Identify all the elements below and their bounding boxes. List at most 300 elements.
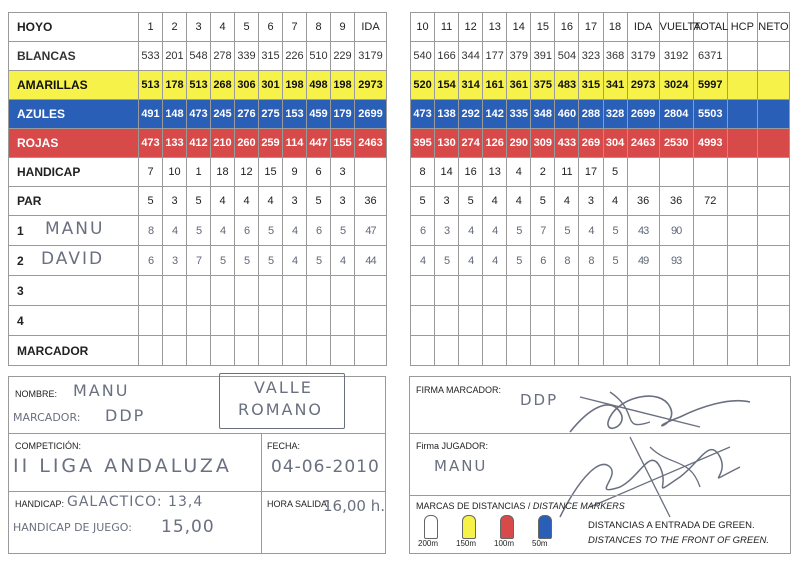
handicap-cell: 7 <box>139 158 163 187</box>
distance-cell: 133 <box>163 129 187 158</box>
score-cell[interactable]: 4 <box>283 246 307 276</box>
score-cell[interactable] <box>163 306 187 336</box>
signature-divider <box>410 495 790 496</box>
distance-cell: 339 <box>235 42 259 71</box>
marcador-row <box>9 336 387 366</box>
distance-cell: 130 <box>435 129 459 158</box>
distance-cell: 290 <box>507 129 531 158</box>
vuelta-header: VUELTA <box>659 13 693 42</box>
hcp-cell <box>727 158 757 187</box>
par-cell: 4 <box>555 187 579 216</box>
score-cell[interactable]: 3 <box>435 216 459 246</box>
score-cell[interactable] <box>163 276 187 306</box>
distance-total: 3179 <box>627 42 659 71</box>
info-divider <box>9 433 385 434</box>
handicap-cell <box>355 158 387 187</box>
marcador-value[interactable]: DDP <box>105 406 146 425</box>
score-cell[interactable] <box>139 306 163 336</box>
score-cell[interactable] <box>283 276 307 306</box>
distance-total: 4993 <box>693 129 727 158</box>
player-row <box>411 276 790 306</box>
score-cell[interactable]: 7 <box>531 216 555 246</box>
distance-total: 2804 <box>659 100 693 129</box>
distance-note-en: DISTANCES TO THE FRONT OF GREEN. <box>588 535 770 546</box>
marcas-label <box>416 501 625 511</box>
handicap-cell: 1 <box>187 158 211 187</box>
score-cell[interactable] <box>283 336 307 366</box>
blancas-row <box>9 42 387 71</box>
firma-jugador-label: Firma JUGADOR: <box>416 441 488 451</box>
par-cell: 4 <box>603 187 627 216</box>
distance-cell: 155 <box>331 129 355 158</box>
hole-number: 5 <box>235 13 259 42</box>
score-cell[interactable] <box>507 336 531 366</box>
distance-cell: 412 <box>187 129 211 158</box>
distance-cell: 201 <box>163 42 187 71</box>
rojas-row <box>9 129 387 158</box>
fecha-value[interactable]: 04-06-2010 <box>271 457 380 477</box>
score-cell[interactable] <box>307 276 331 306</box>
tee-label: AMARILLAS <box>9 71 139 100</box>
score-cell[interactable] <box>187 306 211 336</box>
ida-score[interactable]: 47 <box>355 216 387 246</box>
score-cell[interactable] <box>283 306 307 336</box>
par-total: 72 <box>693 187 727 216</box>
hora-label: HORA SALIDA: <box>267 499 330 509</box>
score-cell[interactable]: 5 <box>603 216 627 246</box>
hcp-cell <box>727 71 757 100</box>
score-cell[interactable] <box>211 306 235 336</box>
distance-cell: 323 <box>579 42 603 71</box>
distance-cell: 166 <box>435 42 459 71</box>
score-cell[interactable] <box>435 306 459 336</box>
score-cell[interactable]: 4 <box>459 216 483 246</box>
handicap-cell: 14 <box>435 158 459 187</box>
neto-cell <box>757 158 789 187</box>
score-cell[interactable] <box>483 276 507 306</box>
competicion-value[interactable]: II LIGA ANDALUZA <box>13 455 232 477</box>
score-cell[interactable] <box>211 336 235 366</box>
distance-cell: 375 <box>531 71 555 100</box>
vuelta-score[interactable] <box>659 306 693 336</box>
score-cell[interactable] <box>259 306 283 336</box>
score-cell[interactable]: 5 <box>259 216 283 246</box>
distance-cell: 275 <box>259 100 283 129</box>
handicap-label: HANDICAP <box>9 158 139 187</box>
score-cell[interactable] <box>531 336 555 366</box>
hcp-score[interactable] <box>727 216 757 246</box>
score-cell[interactable] <box>259 276 283 306</box>
distance-cell: 315 <box>259 42 283 71</box>
handicap-cell: 18 <box>211 158 235 187</box>
firma-jugador-value[interactable]: MANU <box>434 457 488 475</box>
total-score[interactable] <box>693 276 727 306</box>
score-cell[interactable]: 8 <box>579 246 603 276</box>
score-cell[interactable] <box>411 306 435 336</box>
fecha-label: FECHA: <box>267 441 301 451</box>
score-cell[interactable] <box>331 336 355 366</box>
total-score[interactable] <box>693 306 727 336</box>
handicap-cell: 15 <box>259 158 283 187</box>
score-cell[interactable]: 5 <box>507 246 531 276</box>
score-cell[interactable]: 5 <box>307 246 331 276</box>
nombre-label: NOMBRE: <box>15 389 58 399</box>
distance-cell: 433 <box>555 129 579 158</box>
player-number: 3 <box>9 276 139 306</box>
score-cell[interactable] <box>235 336 259 366</box>
score-cell[interactable] <box>507 306 531 336</box>
score-cell[interactable]: 4 <box>283 216 307 246</box>
par-cell: 4 <box>483 187 507 216</box>
score-cell[interactable] <box>139 276 163 306</box>
handicap-cell <box>659 158 693 187</box>
score-cell[interactable] <box>579 276 603 306</box>
hcp-cell <box>727 42 757 71</box>
distance-cell: 483 <box>555 71 579 100</box>
hole-number: 14 <box>507 13 531 42</box>
par-cell: 5 <box>187 187 211 216</box>
player-row <box>411 216 790 246</box>
distance-cell: 473 <box>187 100 211 129</box>
distance-note-es: DISTANCIAS A ENTRADA DE GREEN. <box>588 520 755 531</box>
distance-marker-label: 200m <box>418 539 439 548</box>
hole-number: 2 <box>163 13 187 42</box>
neto-score[interactable] <box>757 276 789 306</box>
hcp-score[interactable] <box>727 336 757 366</box>
distance-cell: 304 <box>603 129 627 158</box>
distance-cell: 335 <box>507 100 531 129</box>
neto-cell <box>757 187 789 216</box>
distance-cell: 548 <box>187 42 211 71</box>
distance-cell: 328 <box>603 100 627 129</box>
ida-score[interactable] <box>355 336 387 366</box>
distance-total: 2973 <box>627 71 659 100</box>
handicap-row <box>411 158 790 187</box>
par-cell: 3 <box>579 187 603 216</box>
hcp-header: HCP <box>727 13 757 42</box>
score-cell[interactable] <box>435 276 459 306</box>
distance-cell: 513 <box>187 71 211 100</box>
distance-cell: 278 <box>211 42 235 71</box>
score-cell[interactable] <box>331 306 355 336</box>
distance-cell: 368 <box>603 42 627 71</box>
score-cell[interactable]: 6 <box>531 246 555 276</box>
player-row <box>411 306 790 336</box>
handicap-cell: 4 <box>507 158 531 187</box>
score-cell[interactable]: 5 <box>603 246 627 276</box>
par-row <box>411 187 790 216</box>
ida-score[interactable]: 43 <box>627 216 659 246</box>
ida-score[interactable] <box>627 306 659 336</box>
score-cell[interactable] <box>603 336 627 366</box>
competicion-label: COMPETICIÓN: <box>15 441 82 451</box>
handicap-label: HANDICAP: <box>15 499 65 509</box>
score-cell[interactable]: 4 <box>163 216 187 246</box>
player-row <box>9 246 387 276</box>
vuelta-score[interactable] <box>659 276 693 306</box>
score-cell[interactable]: 7 <box>187 246 211 276</box>
neto-score[interactable] <box>757 216 789 246</box>
distance-cell: 491 <box>139 100 163 129</box>
hcp-score[interactable] <box>727 246 757 276</box>
score-cell[interactable]: 4 <box>411 246 435 276</box>
firma-marcador-value[interactable]: DDP <box>520 391 559 409</box>
distance-cell: 473 <box>411 100 435 129</box>
score-cell[interactable]: 5 <box>235 246 259 276</box>
score-cell[interactable]: 4 <box>579 216 603 246</box>
neto-score[interactable] <box>757 306 789 336</box>
score-cell[interactable]: 6 <box>411 216 435 246</box>
par-cell: 3 <box>331 187 355 216</box>
par-cell: 5 <box>459 187 483 216</box>
player-row <box>9 306 387 336</box>
distance-total: 2973 <box>355 71 387 100</box>
distance-total: 2463 <box>355 129 387 158</box>
handicap-juego-value[interactable]: 15,00 <box>161 517 215 537</box>
player-number: 1 <box>17 223 24 238</box>
score-cell[interactable] <box>307 306 331 336</box>
score-cell[interactable] <box>459 336 483 366</box>
par-cell: 4 <box>259 187 283 216</box>
marcas-label-es: MARCAS DE DISTANCIAS / <box>416 501 533 511</box>
par-cell: 5 <box>531 187 555 216</box>
distance-total: 2699 <box>627 100 659 129</box>
par-total: 36 <box>355 187 387 216</box>
hoyo-row <box>411 13 790 42</box>
player-number: 4 <box>9 306 139 336</box>
distance-cell: 177 <box>483 42 507 71</box>
score-cell[interactable] <box>187 276 211 306</box>
amarillas-row <box>411 71 790 100</box>
score-cell[interactable]: 4 <box>483 216 507 246</box>
marcador-label: MARCADOR: <box>13 411 81 424</box>
vuelta-score[interactable]: 90 <box>659 216 693 246</box>
hole-number: 13 <box>483 13 507 42</box>
distance-total: 2699 <box>355 100 387 129</box>
score-cell[interactable]: 5 <box>507 216 531 246</box>
nombre-value[interactable]: MANU <box>73 381 130 400</box>
score-cell[interactable]: 5 <box>211 246 235 276</box>
total-score[interactable] <box>693 246 727 276</box>
distance-cell: 315 <box>579 71 603 100</box>
par-cell: 3 <box>163 187 187 216</box>
ida-score[interactable]: 49 <box>627 246 659 276</box>
hole-number: 17 <box>579 13 603 42</box>
handicap-cell: 16 <box>459 158 483 187</box>
neto-score[interactable] <box>757 336 789 366</box>
vuelta-score[interactable] <box>659 336 693 366</box>
score-cell[interactable] <box>163 336 187 366</box>
handicap-cell: 5 <box>603 158 627 187</box>
score-cell[interactable] <box>555 306 579 336</box>
score-cell[interactable] <box>507 276 531 306</box>
rojas-row <box>411 129 790 158</box>
distance-cell: 520 <box>411 71 435 100</box>
score-cell[interactable]: 4 <box>483 246 507 276</box>
distance-total: 6371 <box>693 42 727 71</box>
hole-number: 4 <box>211 13 235 42</box>
distance-cell: 391 <box>531 42 555 71</box>
score-cell[interactable] <box>555 336 579 366</box>
par-cell: 5 <box>139 187 163 216</box>
hoyo-label: HOYO <box>9 13 139 42</box>
distance-total: 2530 <box>659 129 693 158</box>
score-cell[interactable] <box>411 276 435 306</box>
par-cell: 5 <box>307 187 331 216</box>
score-cell[interactable] <box>235 306 259 336</box>
handicap-cell: 9 <box>283 158 307 187</box>
hole-number: 1 <box>139 13 163 42</box>
hole-number: 6 <box>259 13 283 42</box>
distance-cell: 513 <box>139 71 163 100</box>
azules-row <box>9 100 387 129</box>
distance-cell: 276 <box>235 100 259 129</box>
par-row <box>9 187 387 216</box>
ida-score[interactable] <box>627 336 659 366</box>
tee-label: BLANCAS <box>9 42 139 71</box>
score-cell[interactable] <box>331 276 355 306</box>
par-cell: 3 <box>283 187 307 216</box>
player-cell <box>9 246 139 276</box>
distance-cell: 379 <box>507 42 531 71</box>
course-stamp-line1: VALLE <box>254 378 313 397</box>
distance-total: 5997 <box>693 71 727 100</box>
score-cell[interactable]: 4 <box>211 216 235 246</box>
hora-value[interactable]: 16,00 h. <box>323 497 385 515</box>
score-cell[interactable]: 5 <box>259 246 283 276</box>
ida-score[interactable] <box>627 276 659 306</box>
distance-cell: 154 <box>435 71 459 100</box>
score-cell[interactable] <box>555 276 579 306</box>
handicap-value[interactable]: GALACTICO: 13,4 <box>67 494 204 510</box>
score-cell[interactable] <box>459 276 483 306</box>
distance-cell: 460 <box>555 100 579 129</box>
distance-cell: 498 <box>307 71 331 100</box>
course-stamp-line2: ROMANO <box>238 400 324 419</box>
score-cell[interactable] <box>603 276 627 306</box>
distance-cell: 510 <box>307 42 331 71</box>
distance-cell: 126 <box>483 129 507 158</box>
neto-score[interactable] <box>757 246 789 276</box>
score-cell[interactable] <box>483 306 507 336</box>
handicap-juego-label: HANDICAP DE JUEGO: <box>13 521 132 534</box>
score-cell[interactable]: 5 <box>331 216 355 246</box>
distance-cell: 395 <box>411 129 435 158</box>
amarillas-row <box>9 71 387 100</box>
distance-cell: 245 <box>211 100 235 129</box>
score-cell[interactable]: 6 <box>139 246 163 276</box>
par-cell: 3 <box>435 187 459 216</box>
score-cell[interactable]: 6 <box>235 216 259 246</box>
score-cell[interactable]: 5 <box>555 216 579 246</box>
score-cell[interactable]: 8 <box>555 246 579 276</box>
distance-cell: 153 <box>283 100 307 129</box>
score-cell[interactable] <box>603 306 627 336</box>
handicap-cell: 8 <box>411 158 435 187</box>
score-cell[interactable]: 4 <box>331 246 355 276</box>
handicap-cell: 2 <box>531 158 555 187</box>
total-score[interactable] <box>693 216 727 246</box>
hole-number: 18 <box>603 13 627 42</box>
score-cell[interactable] <box>307 336 331 366</box>
distance-cell: 306 <box>235 71 259 100</box>
hole-number: 7 <box>283 13 307 42</box>
par-cell: 4 <box>211 187 235 216</box>
ida-score[interactable] <box>355 276 387 306</box>
blancas-row <box>411 42 790 71</box>
marcas-label-en: DISTANCE MARKERS <box>532 501 625 511</box>
score-cell[interactable] <box>531 306 555 336</box>
distance-marker-icon <box>500 515 514 539</box>
score-cell[interactable] <box>459 306 483 336</box>
score-cell[interactable]: 6 <box>307 216 331 246</box>
score-cell[interactable] <box>435 336 459 366</box>
distance-cell: 288 <box>579 100 603 129</box>
hcp-score[interactable] <box>727 276 757 306</box>
distance-cell: 361 <box>507 71 531 100</box>
handicap-cell <box>693 158 727 187</box>
neto-cell <box>757 71 789 100</box>
handicap-cell: 11 <box>555 158 579 187</box>
distance-cell: 138 <box>435 100 459 129</box>
ida-score[interactable] <box>355 306 387 336</box>
total-score[interactable] <box>693 336 727 366</box>
distance-cell: 504 <box>555 42 579 71</box>
distance-cell: 229 <box>331 42 355 71</box>
distance-total: 2463 <box>627 129 659 158</box>
score-cell[interactable]: 5 <box>435 246 459 276</box>
score-cell[interactable] <box>531 276 555 306</box>
score-cell[interactable] <box>579 336 603 366</box>
player-name: MANU <box>45 219 105 239</box>
back-nine-table <box>410 12 790 366</box>
score-cell[interactable] <box>139 336 163 366</box>
player-info-box <box>8 376 386 554</box>
handicap-cell: 12 <box>235 158 259 187</box>
signature-box <box>409 376 791 554</box>
score-cell[interactable] <box>483 336 507 366</box>
distance-cell: 210 <box>211 129 235 158</box>
distance-marker-icon <box>424 515 438 539</box>
player-row <box>411 246 790 276</box>
distance-cell: 309 <box>531 129 555 158</box>
score-cell[interactable] <box>235 276 259 306</box>
par-total: 36 <box>627 187 659 216</box>
player-number: 2 <box>17 253 24 268</box>
distance-total: 3024 <box>659 71 693 100</box>
score-cell[interactable]: 5 <box>187 216 211 246</box>
distance-cell: 198 <box>283 71 307 100</box>
handicap-cell: 3 <box>331 158 355 187</box>
hcp-score[interactable] <box>727 306 757 336</box>
score-cell[interactable]: 4 <box>459 246 483 276</box>
score-cell[interactable]: 3 <box>163 246 187 276</box>
score-cell[interactable] <box>187 336 211 366</box>
ida-score[interactable]: 44 <box>355 246 387 276</box>
vuelta-score[interactable]: 93 <box>659 246 693 276</box>
info-vdivider <box>261 433 262 553</box>
score-cell[interactable] <box>259 336 283 366</box>
distance-cell: 260 <box>235 129 259 158</box>
score-cell[interactable]: 8 <box>139 216 163 246</box>
distance-cell: 179 <box>331 100 355 129</box>
distance-cell: 314 <box>459 71 483 100</box>
score-cell[interactable] <box>579 306 603 336</box>
score-cell[interactable] <box>211 276 235 306</box>
player-cell <box>9 216 139 246</box>
distance-cell: 533 <box>139 42 163 71</box>
score-cell[interactable] <box>411 336 435 366</box>
